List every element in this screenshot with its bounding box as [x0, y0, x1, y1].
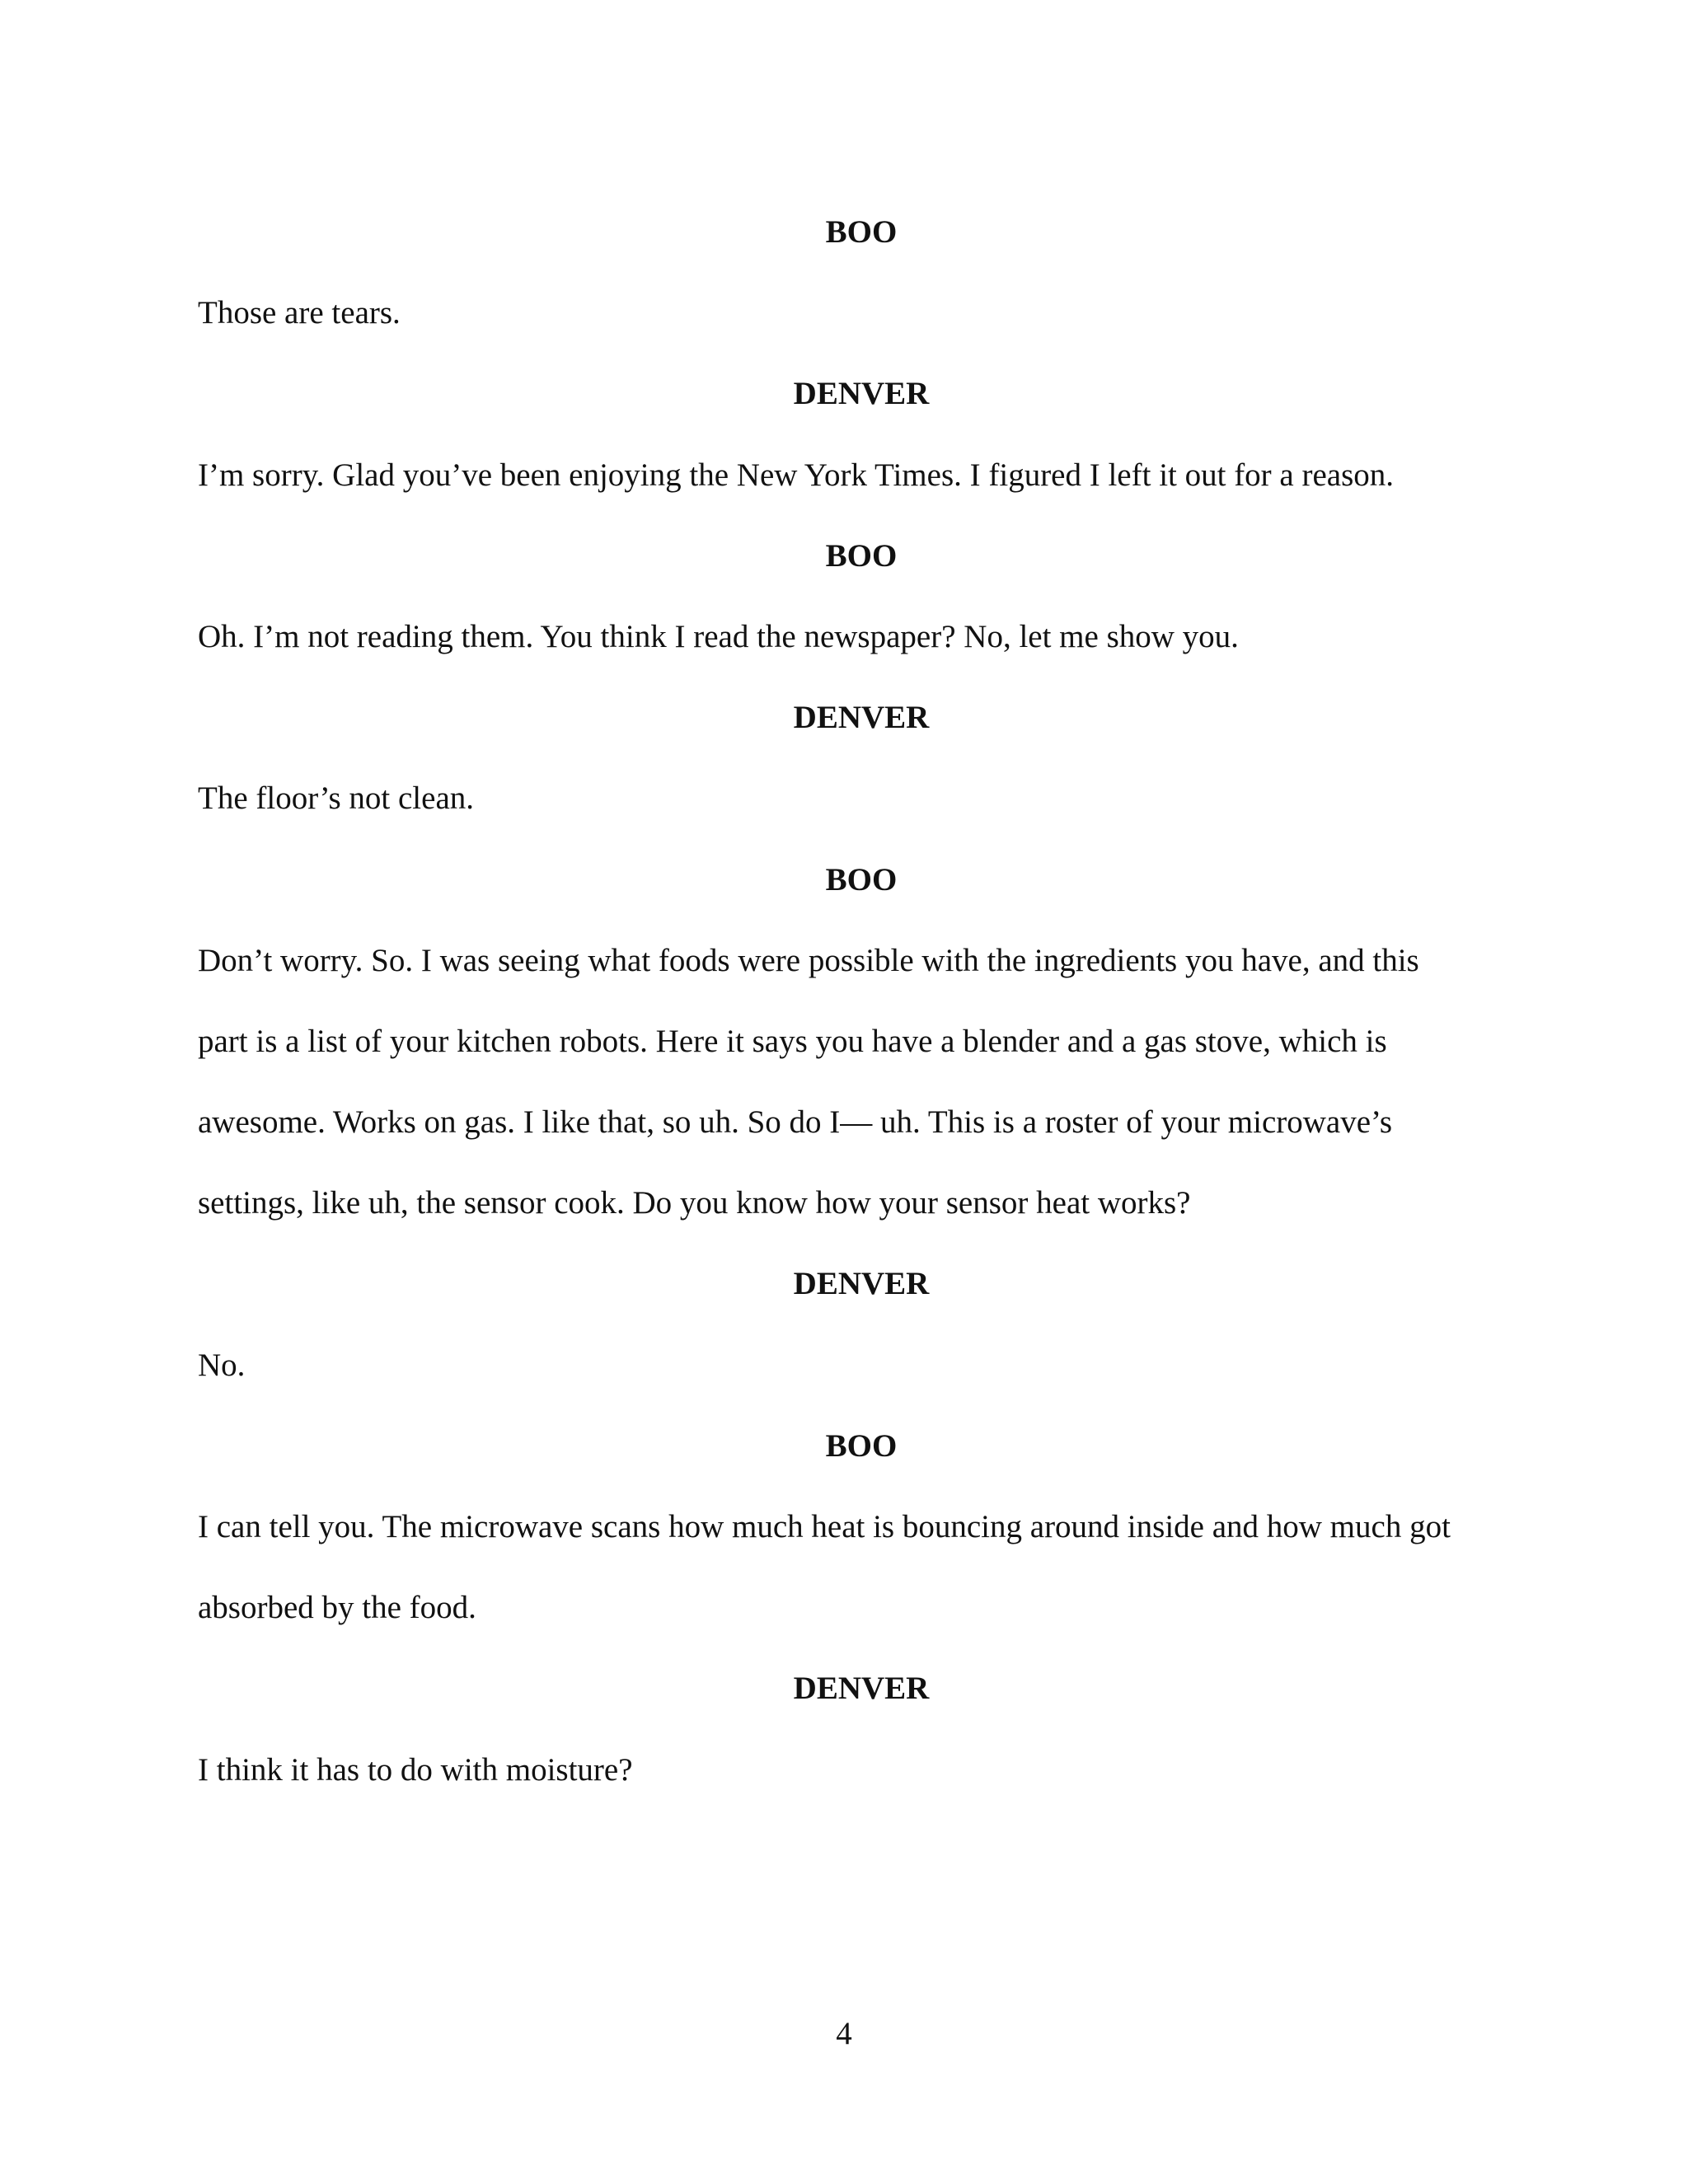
- dialogue-line: Those are tears.: [198, 295, 401, 331]
- character-name: BOO: [825, 214, 898, 250]
- character-name: BOO: [825, 1427, 898, 1464]
- dialogue-line: Don’t worry. So. I was seeing what foods were possible with the ingredients you have, and this: [198, 942, 1419, 978]
- character-name: DENVER: [793, 1266, 930, 1302]
- dialogue-line: settings, like uh, the sensor cook. Do you know how your sensor heat works?: [198, 1185, 1191, 1221]
- character-name: DENVER: [793, 376, 930, 412]
- script-body: [198, 192, 1492, 1811]
- dialogue-line: I can tell you. The microwave scans how much heat is bouncing around inside and how much got: [198, 1509, 1451, 1544]
- character-name: BOO: [825, 537, 898, 574]
- page-number: 4: [836, 2016, 852, 2051]
- character-name: DENVER: [793, 1671, 930, 1707]
- dialogue-line: absorbed by the food.: [198, 1590, 476, 1626]
- dialogue-line: Oh. I’m not reading them. You think I read the newspaper? No, let me show you.: [198, 618, 1239, 654]
- dialogue-line: I think it has to do with moisture?: [198, 1751, 633, 1788]
- dialogue-line: awesome. Works on gas. I like that, so uh. So do I— uh. This is a roster of your microwave’s: [198, 1104, 1393, 1141]
- dialogue-line: part is a list of your kitchen robots. Here it says you have a blender and a gas stove, which is: [198, 1023, 1387, 1059]
- character-name: DENVER: [793, 700, 930, 736]
- dialogue-line: I’m sorry. Glad you’ve been enjoying the New York Times. I figured I left it out for a reason.: [198, 457, 1395, 493]
- dialogue-line: The floor’s not clean.: [198, 780, 475, 817]
- character-name: BOO: [825, 861, 898, 898]
- dialogue-line: No.: [198, 1347, 246, 1383]
